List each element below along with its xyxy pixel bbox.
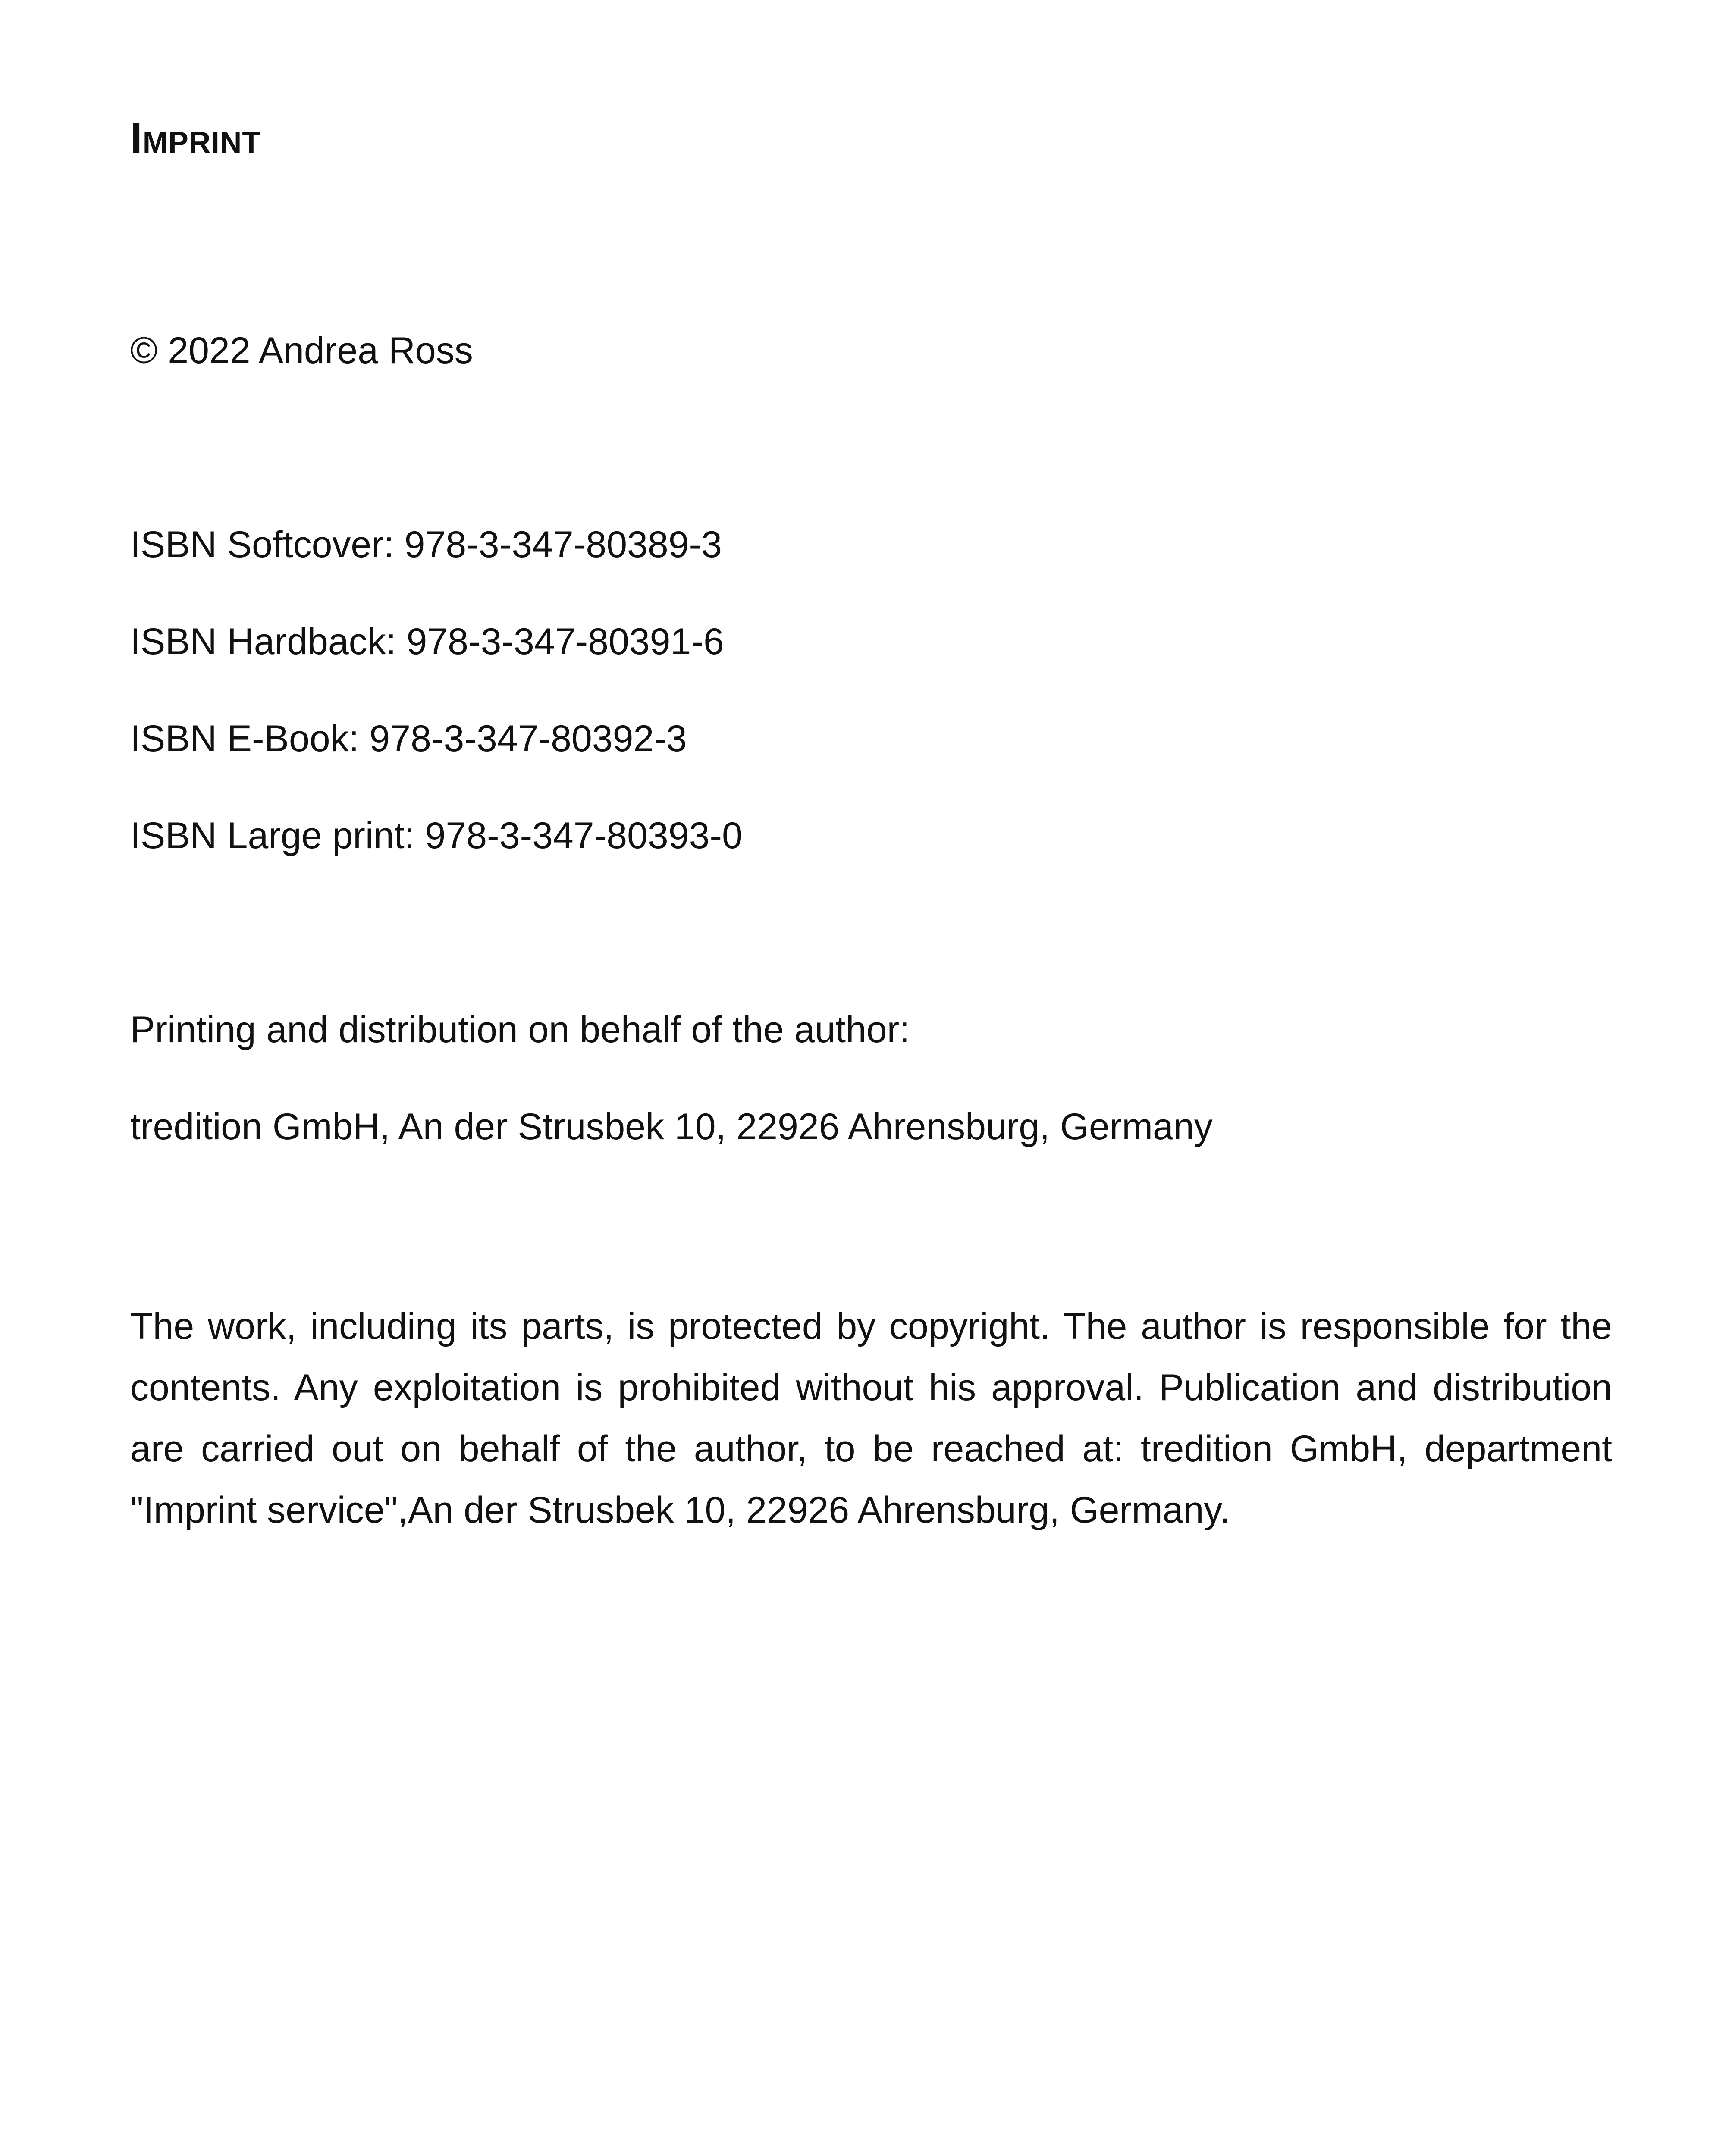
isbn-hardback: ISBN Hardback: 978-3-347-80391-6 — [130, 621, 724, 662]
printing-label: Printing and distribution on behalf of the author: — [130, 1009, 910, 1050]
isbn-softcover: ISBN Softcover: 978-3-347-80389-3 — [130, 524, 722, 565]
imprint-heading: Imprint — [130, 114, 261, 162]
legal-notice: The work, including its parts, is protected by copyright. The author is responsible for the contents. Any exploitation is prohibited without his approval. Publication and distribution are carried out on behalf of the author, to be reached at: tredition GmbH, department "Imprint service",An der Strusbek 10, 22926 Ahrensburg, Germany. — [130, 1306, 1612, 1531]
copyright-line: © 2022 Andrea Ross — [130, 330, 473, 371]
isbn-large-print: ISBN Large print: 978-3-347-80393-0 — [130, 815, 743, 856]
publisher-address: tredition GmbH, An der Strusbek 10, 22926 Ahrensburg, Germany — [130, 1106, 1213, 1147]
isbn-ebook: ISBN E-Book: 978-3-347-80392-3 — [130, 718, 687, 759]
